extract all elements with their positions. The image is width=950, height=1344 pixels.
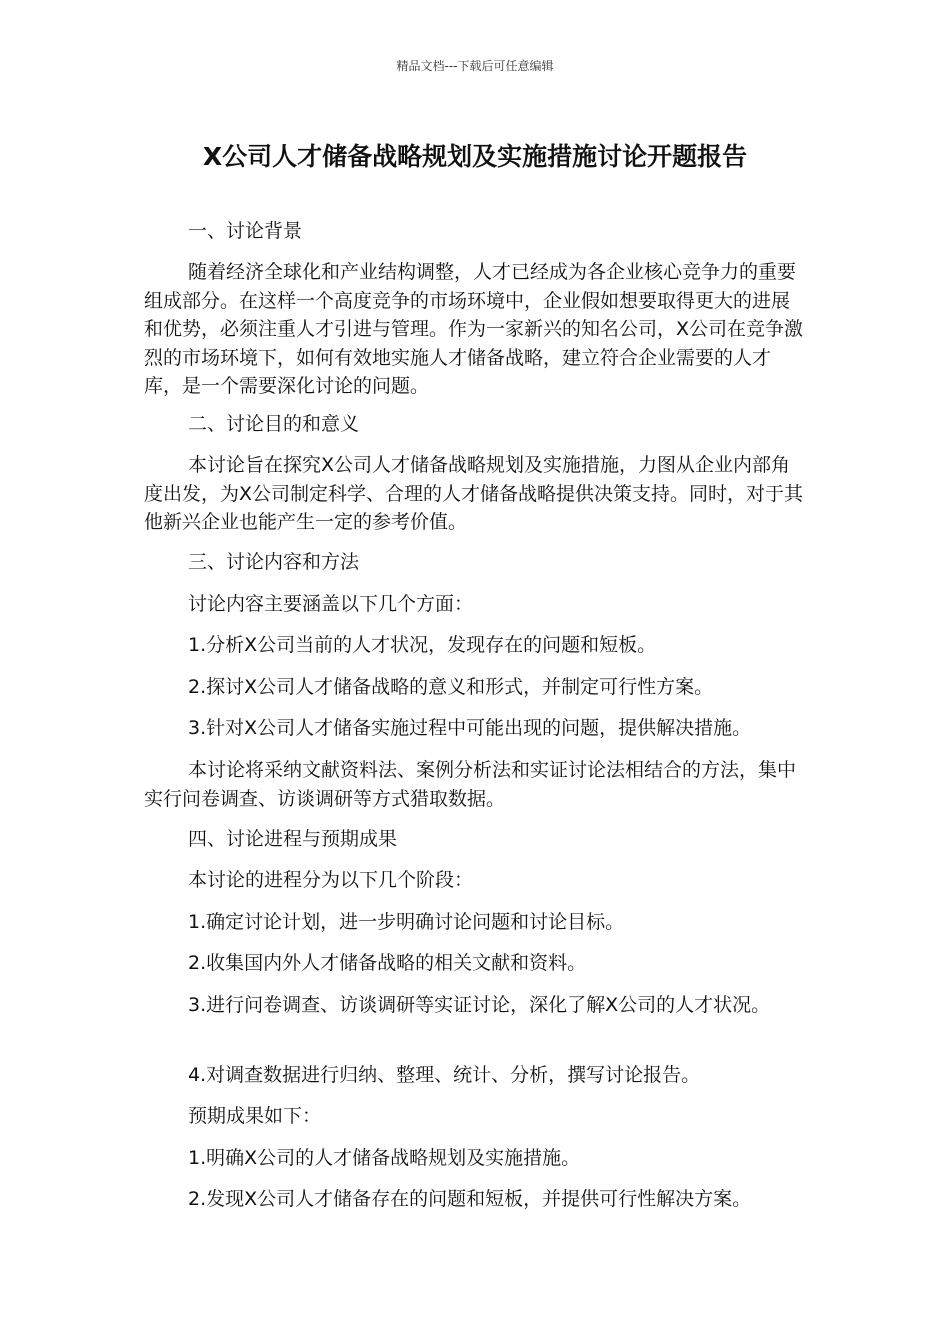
section-4-expected-intro: 预期成果如下： [188,1105,322,1127]
header-note: 精品文档---下载后可任意编辑 [396,59,554,73]
section-4-intro: 本讨论的进程分为以下几个阶段： [188,869,474,891]
document-title: X公司人才储备战略规划及实施措施讨论开题报告 [202,142,748,171]
section-4-step-2: 2.收集国内外人才储备战略的相关文献和资料。 [188,952,587,974]
section-1-paragraph: 随着经济全球化和产业结构调整，人才已经成为各企业核心竞争力的重要组成部分。在这样一个高度竞争的市场环境中，企业假如想要取得更大的进展和优势，必须注重人才引进与管理。作为一家新兴的知名公司，X公司在竞争激烈的市场环境下，如何有效地实施人才储备战略，建立符合企业需要的人才库，是一个需要深化讨论的问题。 [144,261,804,397]
section-4-step-3: 3.进行问卷调查、访谈调研等实证讨论，深化了解X公司的人才状况。 [188,994,771,1016]
section-3-item-1: 1.分析X公司当前的人才状况，发现存在的问题和短板。 [188,634,657,656]
section-2-paragraph: 本讨论旨在探究X公司人才储备战略规划及实施措施，力图从企业内部角度出发，为X公司制定科学、合理的人才储备战略提供决策支持。同时，对于其他新兴企业也能产生一定的参考价值。 [144,454,804,533]
section-4-step-1: 1.确定讨论计划，进一步明确讨论问题和讨论目标。 [188,911,625,933]
section-3-heading: 三、讨论内容和方法 [188,551,360,573]
section-4-result-2: 2.发现X公司人才储备存在的问题和短板，并提供可行性解决方案。 [188,1188,752,1210]
section-1-heading: 一、讨论背景 [188,220,303,242]
section-3-item-2: 2.探讨X公司人才储备战略的意义和形式，并制定可行性方案。 [188,676,714,698]
section-3-method: 本讨论将采纳文献资料法、案例分析法和实证讨论法相结合的方法，集中实行问卷调查、访谈调研等方式猎取数据。 [144,759,797,810]
section-2-heading: 二、讨论目的和意义 [188,413,360,435]
section-4-heading: 四、讨论进程与预期成果 [188,828,398,850]
section-3-item-3: 3.针对X公司人才储备实施过程中可能出现的问题，提供解决措施。 [188,717,752,739]
section-4-result-1: 1.明确X公司的人才储备战略规划及实施措施。 [188,1147,581,1169]
section-4-step-4: 4.对调查数据进行归纳、整理、统计、分析，撰写讨论报告。 [188,1064,701,1086]
section-3-intro: 讨论内容主要涵盖以下几个方面： [188,593,474,615]
